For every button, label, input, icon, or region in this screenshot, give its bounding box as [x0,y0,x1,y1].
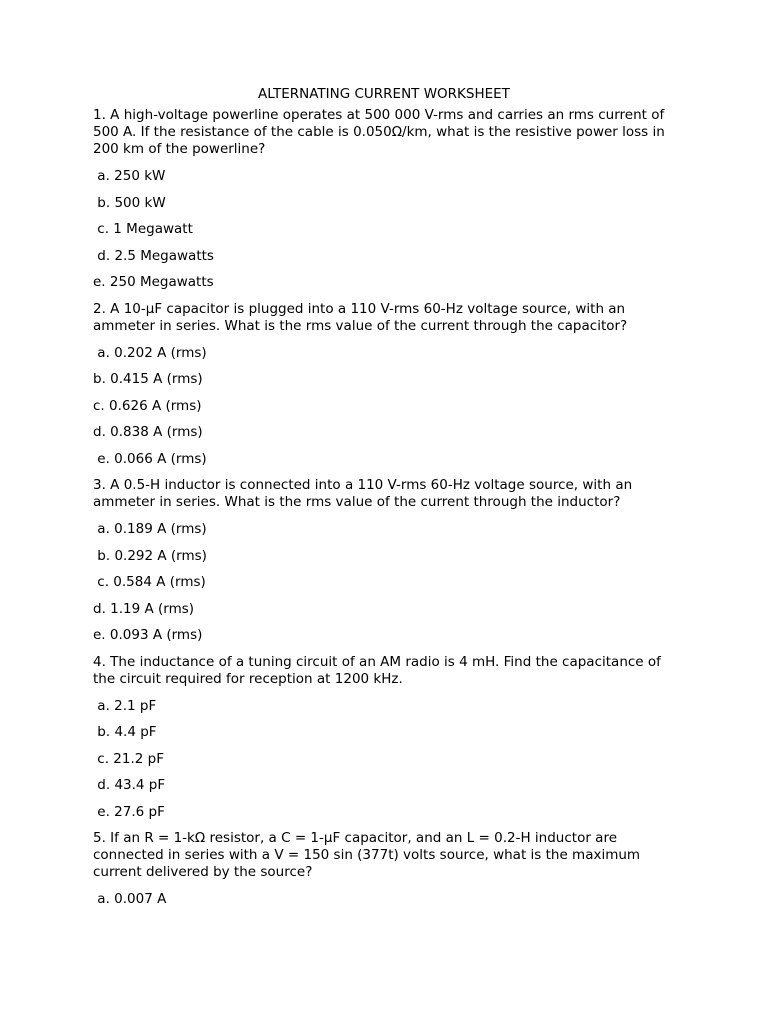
question-3-option-c: c. 0.584 A (rms) [93,574,206,590]
question-1-option-a: a. 250 kW [93,168,166,184]
question-4-option-d: d. 43.4 pF [93,777,166,793]
question-2-text: 2. A 10-µF capacitor is plugged into a 110 V-rms 60-Hz voltage source, with an ammeter in series. What is the rms value of the current through the capacitor? [93,300,628,334]
question-2-option-b: b. 0.415 A (rms) [93,371,203,387]
question-3-option-e: e. 0.093 A (rms) [93,627,203,643]
question-4-text: 4. The inductance of a tuning circuit of an AM radio is 4 mH. Find the capacitance of the circuit required for reception at 1200 kHz. [93,653,661,687]
question-1-text: 1. A high-voltage powerline operates at 500 000 V-rms and carries an rms current of 500 A. If the resistance of the cable is 0.050Ω/km, what is the resistive power loss in 200 km of the powerline? [93,107,665,157]
question-1-option-c: c. 1 Megawatt [93,221,193,237]
question-2-option-a: a. 0.202 A (rms) [93,344,207,361]
question-3-block [93,477,683,644]
question-1-option-b: b. 500 kW [93,194,166,211]
question-4-option-a: a. 2.1 pF [93,697,157,714]
question-3-option-b: b. 0.292 A (rms) [93,547,207,564]
worksheet-title: ALTERNATING CURRENT WORKSHEET [258,86,510,102]
question-2-option-c: c. 0.626 A (rms) [93,397,202,414]
question-5-option-a: a. 0.007 A [93,891,167,907]
question-5-block [93,830,683,908]
question-5-text: 5. If an R = 1-kΩ resistor, a C = 1-µF capacitor, and an L = 0.2-H inductor are connected in series with a V = 150 sin (377t) volts source, what is the maximum current delivered by the source? [93,830,641,880]
question-4-block [93,654,683,821]
question-2-block [93,301,683,468]
worksheet-page [93,86,683,918]
question-1-block [93,107,683,291]
question-3-text: 3. A 0.5-H inductor is connected into a 110 V-rms 60-Hz voltage source, with an ammeter in series. What is the rms value of the current through the inductor? [93,477,633,510]
question-2-option-d: d. 0.838 A (rms) [93,424,203,440]
question-4-option-e: e. 27.6 pF [93,803,165,820]
question-3-option-a: a. 0.189 A (rms) [93,521,207,537]
question-4-option-c: c. 21.2 pF [93,750,164,767]
question-1-option-e: e. 250 Megawatts [93,274,214,290]
question-4-option-b: b. 4.4 pF [93,724,157,740]
question-2-option-e: e. 0.066 A (rms) [93,450,207,467]
question-3-option-d: d. 1.19 A (rms) [93,600,195,617]
question-1-option-d: d. 2.5 Megawatts [93,247,214,264]
